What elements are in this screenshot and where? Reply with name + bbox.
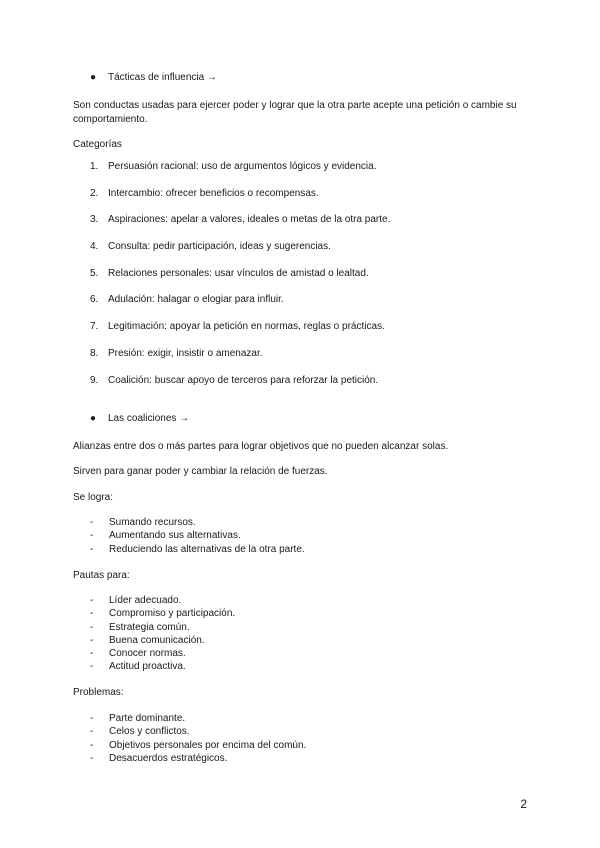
- dash-marker: -: [90, 608, 94, 620]
- list-item: [90, 712, 306, 725]
- list-item: [90, 240, 390, 267]
- list-item: [90, 529, 305, 542]
- dash-marker: -: [90, 543, 94, 555]
- coaliciones-purpose: Sirven para ganar poder y cambiar la relación de fuerzas.: [73, 466, 328, 477]
- item-text: Líder adecuado.: [109, 595, 182, 606]
- categories-label: Categorías: [73, 139, 122, 150]
- list-item: [90, 160, 390, 187]
- section-heading-coaliciones: [90, 413, 189, 424]
- heading-text: Las coaliciones →: [108, 413, 190, 424]
- list-item: [90, 213, 390, 240]
- list-item: [90, 660, 235, 673]
- item-text: Adulación: halagar o elogiar para influir.: [108, 294, 284, 306]
- item-text: Presión: exigir, insistir o amenazar.: [108, 347, 263, 359]
- item-text: Aumentando sus alternativas.: [109, 530, 241, 542]
- item-text: Compromiso y participación.: [109, 608, 236, 620]
- dash-marker: -: [90, 621, 94, 633]
- list-item: [90, 293, 390, 320]
- page-number: 2: [520, 797, 527, 811]
- dash-marker: -: [90, 661, 94, 673]
- item-text: Celos y conflictos.: [109, 726, 190, 738]
- item-text: Conocer normas.: [109, 648, 186, 660]
- list-item: [90, 739, 306, 752]
- item-number: 4.: [90, 241, 99, 253]
- list-item: [90, 516, 305, 529]
- dash-marker: -: [90, 713, 94, 724]
- item-number: 2.: [90, 187, 99, 199]
- list-item: [90, 607, 235, 620]
- item-text: Relaciones personales: usar vínculos de amistad o lealtad.: [108, 267, 369, 279]
- item-number: 6.: [90, 294, 99, 306]
- list-item: [90, 187, 390, 214]
- item-number: 3.: [90, 214, 99, 226]
- problemas-list: [90, 712, 306, 765]
- item-text: Persuasión racional: uso de argumentos lógicos y evidencia.: [108, 161, 377, 172]
- bullet-icon: ●: [90, 72, 97, 83]
- coaliciones-definition: Alianzas entre dos o más partes para lograr objetivos que no pueden alcanzar solas.: [73, 441, 449, 452]
- item-text: Buena comunicación.: [109, 634, 205, 646]
- list-item: [90, 347, 390, 374]
- item-text: Consulta: pedir participación, ideas y sugerencias.: [108, 241, 331, 253]
- item-number: 9.: [90, 374, 99, 386]
- list-item: [90, 320, 390, 347]
- item-text: Legitimación: apoyar la petición en normas, reglas o prácticas.: [108, 321, 385, 333]
- list-item: [90, 621, 235, 634]
- list-item: [90, 594, 235, 607]
- dash-marker: -: [90, 517, 94, 528]
- list-item: [90, 267, 390, 294]
- list-item: [90, 634, 235, 647]
- list-item: [90, 725, 306, 738]
- pautas-list: [90, 594, 235, 674]
- categories-list: [90, 160, 390, 400]
- item-text: Estrategia común.: [109, 621, 190, 633]
- list-item: [90, 647, 235, 660]
- item-text: Aspiraciones: apelar a valores, ideales o metas de la otra parte.: [108, 214, 391, 226]
- list-item: [90, 374, 390, 401]
- list-item: [90, 543, 305, 556]
- item-text: Objetivos personales por encima del común.: [109, 739, 307, 751]
- item-text: Intercambio: ofrecer beneficios o recompensas.: [108, 187, 319, 199]
- dash-marker: -: [90, 739, 94, 751]
- item-number: 1.: [90, 161, 99, 172]
- item-text: Actitud proactiva.: [109, 661, 186, 673]
- section-heading-tacticas: [90, 72, 217, 83]
- heading-text: Tácticas de influencia →: [108, 72, 217, 83]
- pautas-label: Pautas para:: [73, 570, 130, 581]
- item-text: Parte dominante.: [109, 713, 186, 724]
- dash-marker: -: [90, 530, 94, 542]
- se-logra-list: [90, 516, 305, 556]
- item-number: 7.: [90, 321, 99, 333]
- item-text: Coalición: buscar apoyo de terceros para reforzar la petición.: [108, 374, 379, 386]
- problemas-label: Problemas:: [73, 687, 124, 698]
- dash-marker: -: [90, 752, 94, 764]
- dash-marker: -: [90, 595, 94, 606]
- dash-marker: -: [90, 634, 94, 646]
- item-text: Reduciendo las alternativas de la otra parte.: [109, 543, 305, 555]
- bullet-icon: ●: [90, 413, 97, 424]
- dash-marker: -: [90, 648, 94, 660]
- item-text: Desacuerdos estratégicos.: [109, 752, 228, 764]
- item-text: Sumando recursos.: [109, 517, 196, 528]
- list-item: [90, 752, 306, 765]
- item-number: 8.: [90, 347, 99, 359]
- se-logra-label: Se logra:: [73, 492, 114, 503]
- dash-marker: -: [90, 726, 94, 738]
- intro-paragraph: Son conductas usadas para ejercer poder y lograr que la otra parte acepte una petición o cambie su comportamiento.: [73, 100, 517, 125]
- item-number: 5.: [90, 267, 99, 279]
